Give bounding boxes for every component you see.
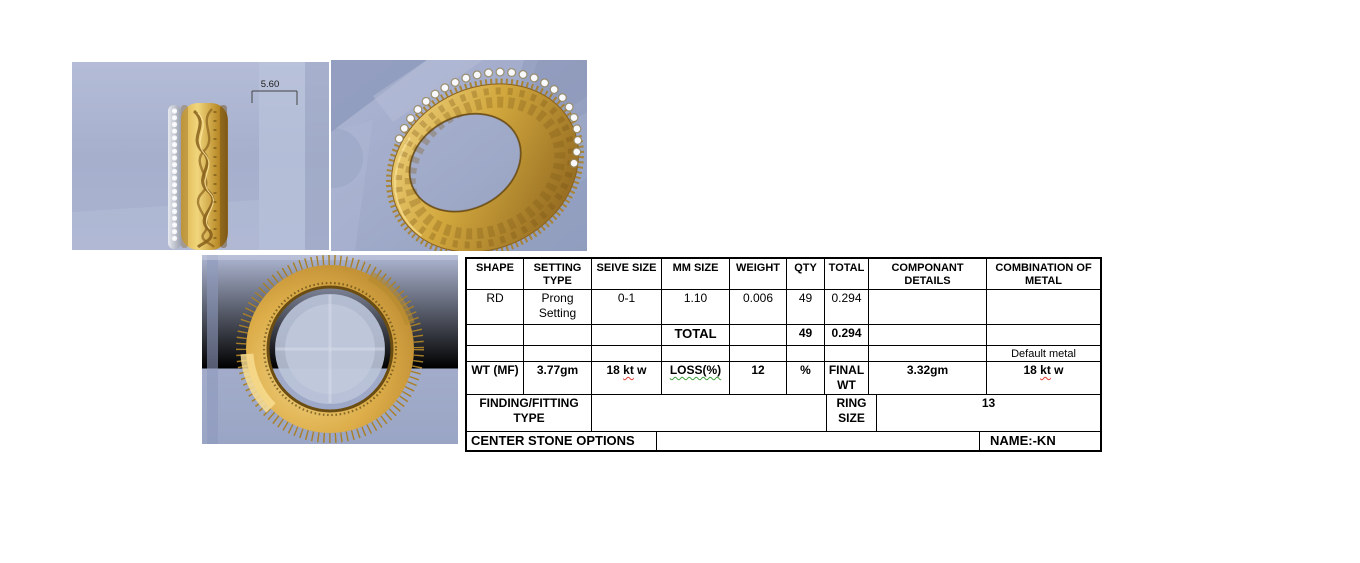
empty-cell (592, 325, 662, 346)
cell-shape: RD (467, 290, 524, 325)
cell-total: 0.294 (825, 290, 869, 325)
empty-cell (987, 325, 1100, 346)
ring-side-profile (168, 103, 228, 250)
total-value: 0.294 (825, 325, 869, 346)
header-weight: WEIGHT (730, 259, 787, 290)
empty-cell (825, 346, 869, 362)
stone-row (467, 290, 1100, 325)
metal-kt-misspell: kt (623, 363, 634, 377)
ring-side-view-image (72, 62, 329, 250)
center-stone-options-label: CENTER STONE OPTIONS (467, 432, 657, 450)
wt-mf-value: 3.77gm (524, 362, 592, 395)
footer-row (467, 432, 1100, 450)
ring-top-view-render (202, 255, 458, 444)
finding-fitting-type-label: FINDING/FITTING TYPE (467, 395, 592, 432)
total-row (467, 325, 1100, 346)
default-metal-label: Default metal (987, 346, 1100, 362)
ring-side-view-render (72, 62, 329, 250)
header-shape: SHAPE (467, 259, 524, 290)
header-setting-type: SETTING TYPE (524, 259, 592, 290)
cell-weight: 0.006 (730, 290, 787, 325)
empty-cell (869, 346, 987, 362)
header-total: TOTAL (825, 259, 869, 290)
header-qty: QTY (787, 259, 825, 290)
metal-text: w (1050, 363, 1064, 377)
empty-cell (467, 325, 524, 346)
finding-row (467, 395, 1100, 432)
metal-text: 18 (1023, 363, 1041, 377)
loss-value: 12 (730, 362, 787, 395)
cell-seive-size: 0-1 (592, 290, 662, 325)
metal-text: w (633, 363, 647, 377)
empty-cell (730, 325, 787, 346)
empty-cell (987, 290, 1100, 325)
empty-cell (662, 346, 730, 362)
empty-cell (467, 346, 524, 362)
cell-qty: 49 (787, 290, 825, 325)
dimension-label: 5.60 (260, 79, 280, 90)
empty-cell (869, 290, 987, 325)
ring-top-profile (241, 260, 419, 438)
header-seive-size: SEIVE SIZE (592, 259, 662, 290)
header-combination-of-metal: COMBINATION OF METAL (987, 259, 1100, 290)
final-wt-value: 3.32gm (869, 362, 987, 395)
total-qty: 49 (787, 325, 825, 346)
metal-text: 18 (606, 363, 624, 377)
designer-name-label: NAME:-KN (990, 433, 1056, 448)
cell-mm-size: 1.10 (662, 290, 730, 325)
ring-size-value: 13 (877, 395, 1100, 432)
cell-setting-type: Prong Setting (524, 290, 592, 325)
header-row (467, 259, 1100, 290)
default-metal-row (467, 346, 1100, 362)
total-label: TOTAL (662, 325, 730, 346)
weight-row (467, 362, 1100, 395)
metal-kt-misspell: kt (1040, 363, 1051, 377)
loss-label-cell (662, 362, 730, 395)
metal-final-cell (987, 362, 1100, 395)
loss-unit: % (787, 362, 825, 395)
ring-size-label: RING SIZE (827, 395, 877, 432)
metal-mf-cell (592, 362, 662, 395)
ring-perspective-view-image (331, 60, 587, 251)
spec-table (465, 257, 1102, 452)
center-stone-options-value (657, 432, 980, 450)
empty-cell (592, 346, 662, 362)
empty-cell (524, 325, 592, 346)
header-componant-details: COMPONANT DETAILS (869, 259, 987, 290)
wt-mf-label: WT (MF) (467, 362, 524, 395)
finding-fitting-type-value (592, 395, 827, 432)
empty-cell (524, 346, 592, 362)
header-mm-size: MM SIZE (662, 259, 730, 290)
ring-top-view-image (202, 255, 458, 444)
empty-cell (787, 346, 825, 362)
final-wt-label: FINAL WT (825, 362, 869, 395)
loss-label: LOSS(%) (669, 363, 722, 377)
empty-cell (730, 346, 787, 362)
empty-cell (869, 325, 987, 346)
ring-perspective-render (331, 60, 587, 251)
